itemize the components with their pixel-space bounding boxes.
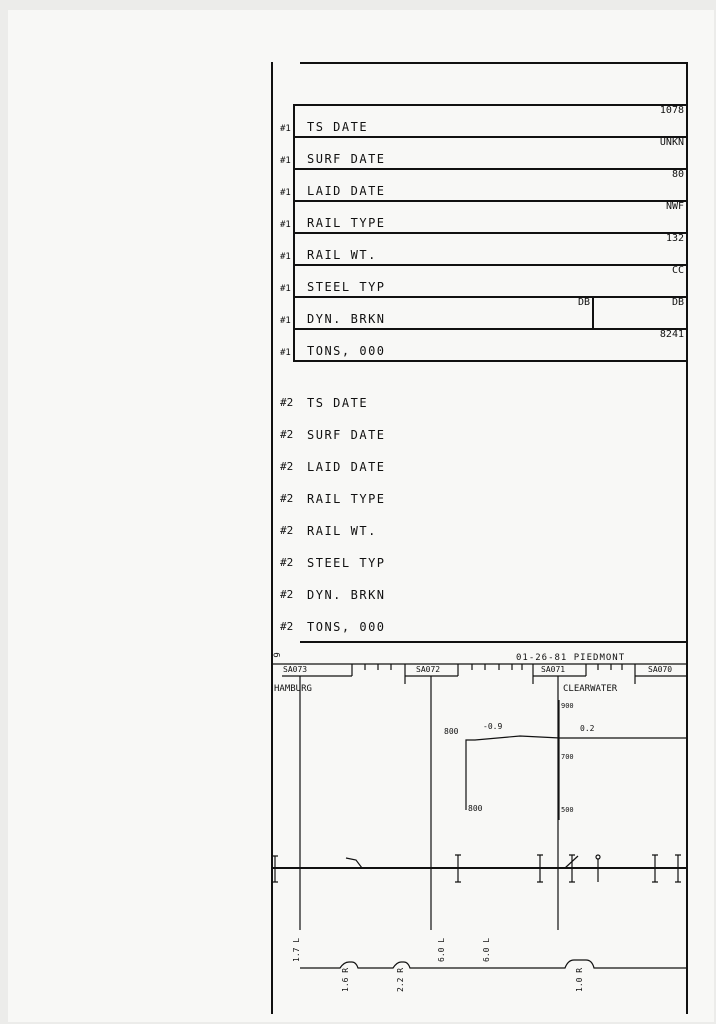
row-value: 1078	[659, 105, 684, 116]
scale-tick-700: 700	[561, 753, 574, 761]
row-label: RAIL WT.	[307, 524, 377, 538]
frame-left-line	[271, 62, 273, 1014]
row-marker: #1	[280, 156, 291, 166]
row-value: NWF	[665, 201, 684, 212]
row-label: DYN. BRKN	[307, 588, 386, 602]
section1-row-line	[293, 136, 687, 138]
elevation-label-top: 800	[444, 727, 459, 736]
row-value: CC	[671, 265, 684, 276]
row-marker: #1	[280, 284, 291, 294]
curve-right-3: 1.0 R	[575, 967, 584, 992]
section1-row-line	[293, 200, 687, 202]
curve-left-1: 1.7 L	[292, 937, 301, 962]
row-label: TS DATE	[307, 120, 369, 134]
row-label: SURF DATE	[307, 152, 386, 166]
milepost-label-3: SA071	[541, 665, 566, 674]
row-value: 132	[665, 233, 684, 244]
section1-row-line	[293, 168, 687, 170]
curve-left-3: 6.0 L	[482, 937, 491, 962]
row-marker: #2	[280, 396, 294, 409]
row-label: RAIL TYPE	[307, 216, 386, 230]
frame-top-line	[300, 62, 687, 64]
dyn-brkn-divider	[592, 296, 594, 328]
grade-label-2: 0.2	[580, 724, 595, 733]
row-label: DYN. BRKN	[307, 312, 386, 326]
scale-tick-500: 500	[561, 806, 574, 814]
section1-bottom-line	[293, 360, 687, 362]
row-marker: #1	[280, 188, 291, 198]
row-label: LAID DATE	[307, 460, 386, 474]
section1-row-line	[293, 264, 687, 266]
milepost-label-2: SA072	[416, 665, 441, 674]
row-marker: #2	[280, 620, 294, 633]
row-value: DB	[671, 297, 684, 308]
section1-row-line	[293, 296, 687, 298]
milepost-label-4: SA070	[648, 665, 673, 674]
row-value: 80	[671, 169, 684, 180]
row-value: 8241	[659, 329, 684, 340]
curve-right-1: 1.6 R	[341, 967, 350, 992]
row-label: STEEL TYP	[307, 280, 386, 294]
curve-right-2: 2.2 R	[396, 967, 405, 992]
row-label: RAIL TYPE	[307, 492, 386, 506]
row-label: LAID DATE	[307, 184, 386, 198]
row-label: STEEL TYP	[307, 556, 386, 570]
curve-left-2: 6.0 L	[437, 937, 446, 962]
row-marker: #2	[280, 460, 294, 473]
side-mark: 6	[270, 652, 281, 658]
row-marker: #2	[280, 556, 294, 569]
row-label: SURF DATE	[307, 428, 386, 442]
station-hamburg: HAMBURG	[274, 684, 312, 694]
row-marker: #2	[280, 524, 294, 537]
scale-tick-900: 900	[561, 702, 574, 710]
row-marker: #1	[280, 252, 291, 262]
row-marker: #2	[280, 492, 294, 505]
milepost-label-1: SA073	[283, 665, 308, 674]
elevation-label-bottom: 800	[468, 804, 483, 813]
station-clearwater: CLEARWATER	[563, 684, 618, 694]
section2-bottom-line	[300, 641, 687, 643]
row-marker: #1	[280, 220, 291, 230]
row-value-secondary: DB	[577, 297, 590, 308]
section1-row-line	[293, 328, 687, 330]
row-value: UNKN	[659, 137, 684, 148]
section1-row-line	[293, 104, 687, 106]
row-marker: #2	[280, 588, 294, 601]
frame-right-line	[686, 62, 688, 1014]
row-label: RAIL WT.	[307, 248, 377, 262]
row-marker: #2	[280, 428, 294, 441]
row-marker: #1	[280, 124, 291, 134]
date-division-label: 01-26-81 PIEDMONT	[516, 653, 626, 663]
row-label: TONS, 000	[307, 344, 386, 358]
section1-row-line	[293, 232, 687, 234]
row-marker: #1	[280, 348, 291, 358]
grade-label-1: -0.9	[483, 722, 503, 731]
row-marker: #1	[280, 316, 291, 326]
row-label: TONS, 000	[307, 620, 386, 634]
row-label: TS DATE	[307, 396, 369, 410]
